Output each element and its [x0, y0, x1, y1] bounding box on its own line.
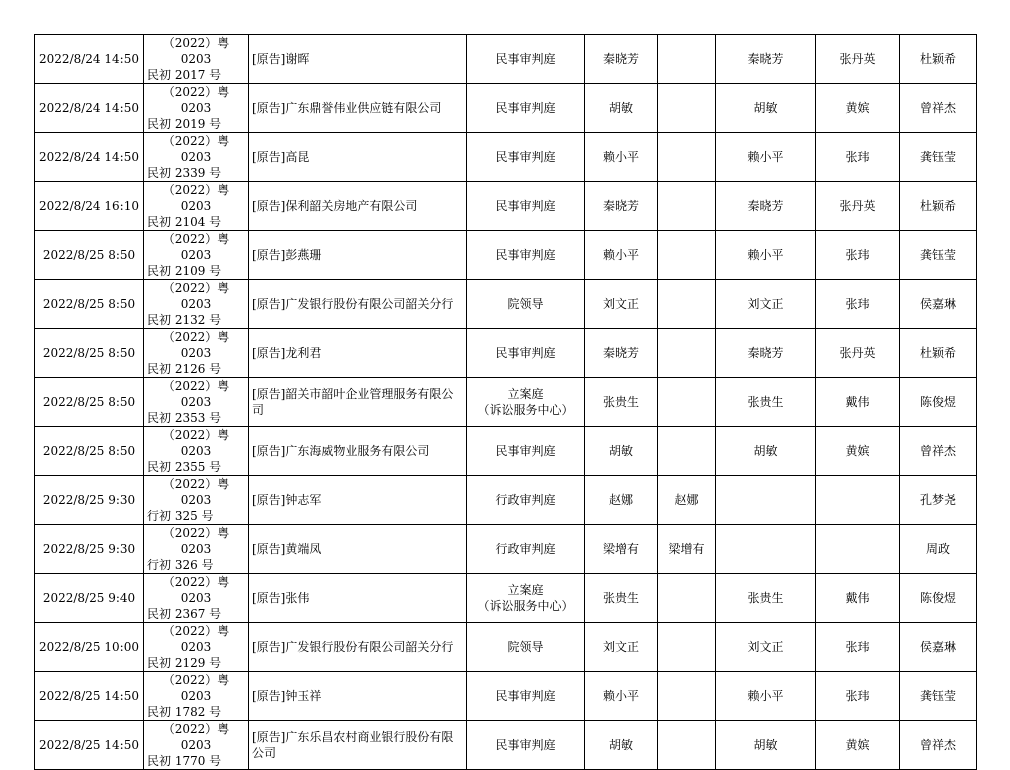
panel-member-cell: 张丹英 [816, 35, 900, 84]
case-number-cell [144, 182, 249, 231]
presiding-judge-cell: 刘文正 [716, 623, 816, 672]
division-cell: 立案庭 （诉讼服务中心） [467, 378, 585, 427]
case-number-suffix: 民初 2126 号 [147, 362, 222, 376]
hearing-time-cell: 2022/8/25 9:40 [35, 574, 144, 623]
judge-secondary-cell [658, 672, 716, 721]
case-number-prefix: （2022）粤 0203 [162, 232, 230, 262]
hearing-time-cell: 2022/8/24 16:10 [35, 182, 144, 231]
panel-member-cell: 黄嫔 [816, 721, 900, 770]
division-cell: 民事审判庭 [467, 329, 585, 378]
table-row [35, 721, 977, 770]
judge-cell: 胡敏 [585, 721, 658, 770]
judge-secondary-cell [658, 35, 716, 84]
panel-member-cell [816, 525, 900, 574]
judge-secondary-cell [658, 574, 716, 623]
party-cell: [原告]钟玉祥 [249, 672, 467, 721]
judge-cell: 张贵生 [585, 378, 658, 427]
judge-cell: 秦晓芳 [585, 35, 658, 84]
panel-member-cell [816, 476, 900, 525]
clerk-cell: 侯嘉琳 [900, 280, 977, 329]
hearing-time-cell: 2022/8/25 9:30 [35, 525, 144, 574]
case-number-cell [144, 378, 249, 427]
division-cell: 民事审判庭 [467, 721, 585, 770]
hearing-schedule-table [34, 34, 977, 770]
judge-secondary-cell [658, 231, 716, 280]
judge-cell: 刘文正 [585, 280, 658, 329]
party-cell: [原告]韶关市韶叶企业管理服务有限公司 [249, 378, 467, 427]
table-row [35, 623, 977, 672]
judge-secondary-cell [658, 378, 716, 427]
case-number-cell [144, 133, 249, 182]
case-number-prefix: （2022）粤 0203 [162, 477, 230, 507]
judge-cell: 梁增有 [585, 525, 658, 574]
presiding-judge-cell: 胡敏 [716, 84, 816, 133]
case-number-suffix: 民初 2109 号 [147, 264, 222, 278]
hearing-time-cell: 2022/8/25 8:50 [35, 280, 144, 329]
case-number-suffix: 民初 2132 号 [147, 313, 222, 327]
hearing-time-cell: 2022/8/25 8:50 [35, 231, 144, 280]
clerk-cell: 龚钰莹 [900, 133, 977, 182]
hearing-time-cell: 2022/8/25 14:50 [35, 721, 144, 770]
party-cell: [原告]谢晖 [249, 35, 467, 84]
party-cell: [原告]彭燕珊 [249, 231, 467, 280]
presiding-judge-cell: 赖小平 [716, 133, 816, 182]
case-number-cell [144, 476, 249, 525]
case-number-suffix: 民初 2355 号 [147, 460, 222, 474]
judge-cell: 赖小平 [585, 231, 658, 280]
table-row [35, 476, 977, 525]
panel-member-cell: 张丹英 [816, 182, 900, 231]
presiding-judge-cell: 赖小平 [716, 231, 816, 280]
judge-secondary-cell [658, 133, 716, 182]
division-cell: 民事审判庭 [467, 427, 585, 476]
case-number-prefix: （2022）粤 0203 [162, 575, 230, 605]
case-number-suffix: 民初 2353 号 [147, 411, 222, 425]
case-number-cell [144, 280, 249, 329]
case-number-cell [144, 329, 249, 378]
case-number-suffix: 行初 325 号 [147, 509, 214, 523]
case-number-prefix: （2022）粤 0203 [162, 85, 230, 115]
panel-member-cell: 张玮 [816, 672, 900, 721]
presiding-judge-cell: 秦晓芳 [716, 329, 816, 378]
case-number-cell [144, 525, 249, 574]
hearing-time-cell: 2022/8/24 14:50 [35, 35, 144, 84]
clerk-cell: 周政 [900, 525, 977, 574]
judge-secondary-cell [658, 329, 716, 378]
presiding-judge-cell: 胡敏 [716, 721, 816, 770]
clerk-cell: 侯嘉琳 [900, 623, 977, 672]
case-number-prefix: （2022）粤 0203 [162, 36, 230, 66]
judge-secondary-cell [658, 427, 716, 476]
panel-member-cell: 黄嫔 [816, 427, 900, 476]
hearing-time-cell: 2022/8/25 8:50 [35, 427, 144, 476]
party-cell: [原告]广发银行股份有限公司韶关分行 [249, 280, 467, 329]
presiding-judge-cell [716, 476, 816, 525]
judge-secondary-cell [658, 182, 716, 231]
clerk-cell: 龚钰莹 [900, 231, 977, 280]
judge-secondary-cell [658, 84, 716, 133]
hearing-time-cell: 2022/8/24 14:50 [35, 84, 144, 133]
division-cell: 立案庭 （诉讼服务中心） [467, 574, 585, 623]
case-number-cell [144, 231, 249, 280]
presiding-judge-cell: 刘文正 [716, 280, 816, 329]
hearing-time-cell: 2022/8/25 8:50 [35, 329, 144, 378]
case-number-suffix: 民初 2367 号 [147, 607, 222, 621]
table-row [35, 133, 977, 182]
judge-cell: 赖小平 [585, 672, 658, 721]
case-number-suffix: 行初 326 号 [147, 558, 214, 572]
party-cell: [原告]龙利君 [249, 329, 467, 378]
party-cell: [原告]广发银行股份有限公司韶关分行 [249, 623, 467, 672]
table-row [35, 329, 977, 378]
clerk-cell: 曾祥杰 [900, 427, 977, 476]
table-row [35, 231, 977, 280]
party-cell: [原告]张伟 [249, 574, 467, 623]
presiding-judge-cell [716, 525, 816, 574]
panel-member-cell: 黄嫔 [816, 84, 900, 133]
panel-member-cell: 张玮 [816, 623, 900, 672]
division-cell: 民事审判庭 [467, 182, 585, 231]
case-number-cell [144, 574, 249, 623]
party-cell: [原告]黄端凤 [249, 525, 467, 574]
case-number-suffix: 民初 1782 号 [147, 705, 222, 719]
presiding-judge-cell: 赖小平 [716, 672, 816, 721]
table-row [35, 35, 977, 84]
case-number-cell [144, 721, 249, 770]
case-number-prefix: （2022）粤 0203 [162, 183, 230, 213]
presiding-judge-cell: 张贵生 [716, 378, 816, 427]
judge-secondary-cell: 赵娜 [658, 476, 716, 525]
party-cell: [原告]保利韶关房地产有限公司 [249, 182, 467, 231]
party-cell: [原告]广东乐昌农村商业银行股份有限公司 [249, 721, 467, 770]
division-cell: 院领导 [467, 280, 585, 329]
clerk-cell: 曾祥杰 [900, 84, 977, 133]
hearing-time-cell: 2022/8/25 8:50 [35, 378, 144, 427]
hearing-time-cell: 2022/8/25 14:50 [35, 672, 144, 721]
case-number-prefix: （2022）粤 0203 [162, 330, 230, 360]
case-number-prefix: （2022）粤 0203 [162, 722, 230, 752]
party-cell: [原告]钟志军 [249, 476, 467, 525]
case-number-cell [144, 427, 249, 476]
judge-cell: 秦晓芳 [585, 329, 658, 378]
table-row [35, 427, 977, 476]
clerk-cell: 陈俊煜 [900, 378, 977, 427]
case-number-prefix: （2022）粤 0203 [162, 134, 230, 164]
party-cell: [原告]广东海威物业服务有限公司 [249, 427, 467, 476]
case-number-prefix: （2022）粤 0203 [162, 624, 230, 654]
clerk-cell: 陈俊煜 [900, 574, 977, 623]
case-number-suffix: 民初 2339 号 [147, 166, 222, 180]
table-row [35, 525, 977, 574]
case-number-suffix: 民初 2129 号 [147, 656, 222, 670]
presiding-judge-cell: 张贵生 [716, 574, 816, 623]
case-number-prefix: （2022）粤 0203 [162, 526, 230, 556]
case-number-prefix: （2022）粤 0203 [162, 673, 230, 703]
case-number-suffix: 民初 1770 号 [147, 754, 222, 768]
table-row [35, 574, 977, 623]
clerk-cell: 杜颖希 [900, 329, 977, 378]
division-cell: 民事审判庭 [467, 133, 585, 182]
judge-cell: 赖小平 [585, 133, 658, 182]
party-cell: [原告]广东鼎誉伟业供应链有限公司 [249, 84, 467, 133]
schedule-rows [35, 35, 977, 770]
clerk-cell: 孔梦尧 [900, 476, 977, 525]
division-cell: 行政审判庭 [467, 525, 585, 574]
division-cell: 民事审判庭 [467, 84, 585, 133]
case-number-prefix: （2022）粤 0203 [162, 379, 230, 409]
judge-cell: 刘文正 [585, 623, 658, 672]
clerk-cell: 曾祥杰 [900, 721, 977, 770]
hearing-time-cell: 2022/8/25 10:00 [35, 623, 144, 672]
panel-member-cell: 张玮 [816, 133, 900, 182]
case-number-suffix: 民初 2017 号 [147, 68, 222, 82]
division-cell: 民事审判庭 [467, 672, 585, 721]
clerk-cell: 杜颖希 [900, 35, 977, 84]
panel-member-cell: 戴伟 [816, 574, 900, 623]
division-cell: 行政审判庭 [467, 476, 585, 525]
judge-cell: 胡敏 [585, 84, 658, 133]
table-row [35, 182, 977, 231]
judge-secondary-cell [658, 721, 716, 770]
case-number-suffix: 民初 2019 号 [147, 117, 222, 131]
case-number-cell [144, 623, 249, 672]
table-row [35, 378, 977, 427]
judge-secondary-cell [658, 280, 716, 329]
case-number-cell [144, 84, 249, 133]
table-row [35, 672, 977, 721]
judge-secondary-cell [658, 623, 716, 672]
table-row [35, 84, 977, 133]
judge-secondary-cell: 梁增有 [658, 525, 716, 574]
panel-member-cell: 戴伟 [816, 378, 900, 427]
hearing-time-cell: 2022/8/25 9:30 [35, 476, 144, 525]
case-number-suffix: 民初 2104 号 [147, 215, 222, 229]
table-row [35, 280, 977, 329]
division-cell: 民事审判庭 [467, 35, 585, 84]
judge-cell: 张贵生 [585, 574, 658, 623]
case-number-cell [144, 672, 249, 721]
panel-member-cell: 张玮 [816, 280, 900, 329]
party-cell: [原告]高昆 [249, 133, 467, 182]
judge-cell: 秦晓芳 [585, 182, 658, 231]
division-cell: 院领导 [467, 623, 585, 672]
panel-member-cell: 张丹英 [816, 329, 900, 378]
case-number-cell [144, 35, 249, 84]
presiding-judge-cell: 秦晓芳 [716, 182, 816, 231]
judge-cell: 胡敏 [585, 427, 658, 476]
panel-member-cell: 张玮 [816, 231, 900, 280]
case-number-prefix: （2022）粤 0203 [162, 281, 230, 311]
presiding-judge-cell: 胡敏 [716, 427, 816, 476]
case-number-prefix: （2022）粤 0203 [162, 428, 230, 458]
judge-cell: 赵娜 [585, 476, 658, 525]
division-cell: 民事审判庭 [467, 231, 585, 280]
clerk-cell: 杜颖希 [900, 182, 977, 231]
clerk-cell: 龚钰莹 [900, 672, 977, 721]
presiding-judge-cell: 秦晓芳 [716, 35, 816, 84]
hearing-time-cell: 2022/8/24 14:50 [35, 133, 144, 182]
